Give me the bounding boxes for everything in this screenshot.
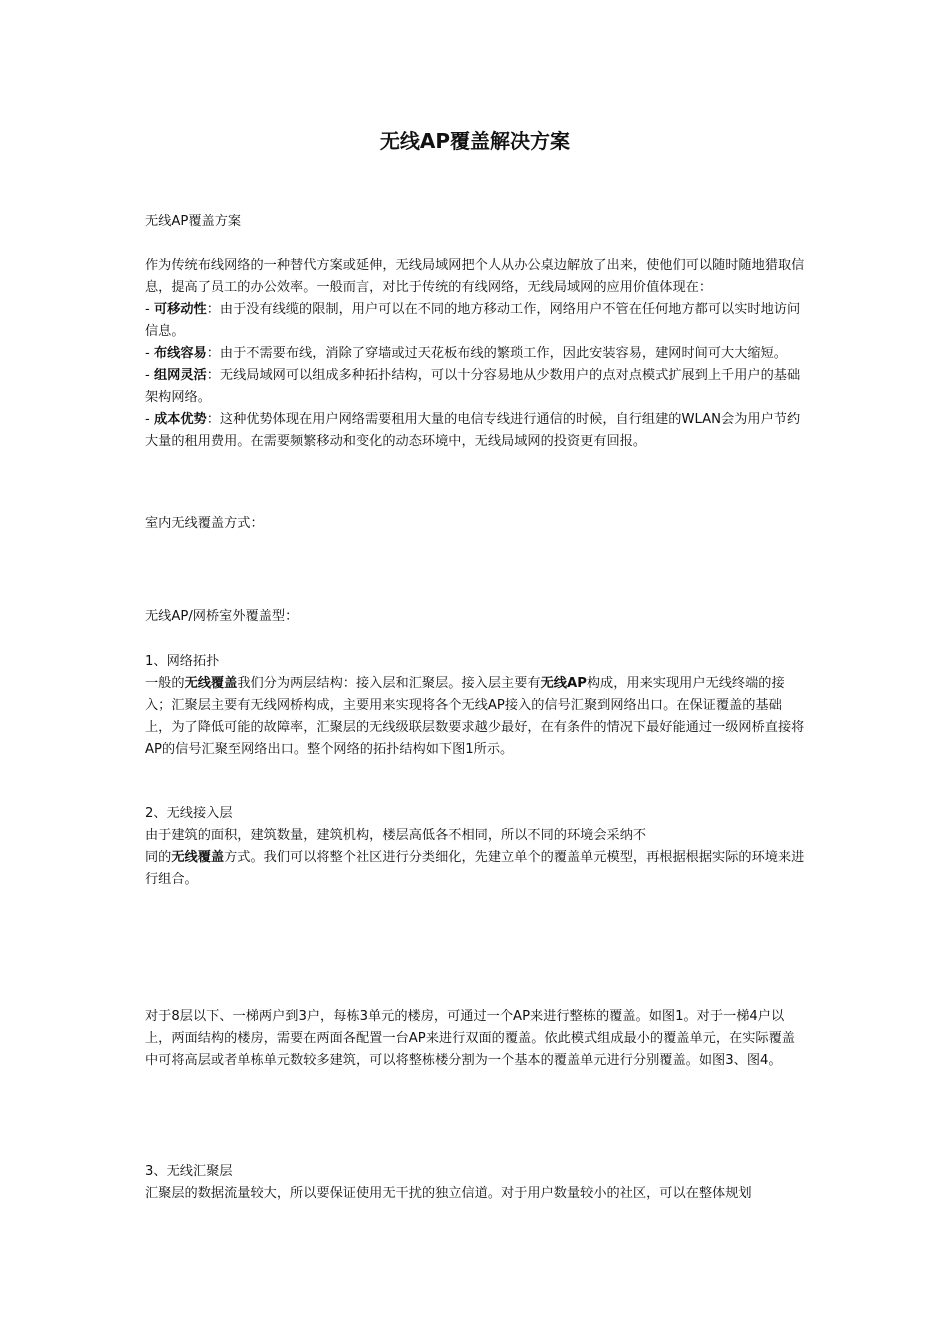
- coverage-paragraph-block: [145, 1006, 807, 1072]
- benefit-item: [145, 409, 807, 453]
- section-heading: 3、无线汇聚层: [145, 1164, 233, 1179]
- bold-run: 无线AP: [540, 676, 587, 691]
- benefit-term: 组网灵活: [153, 368, 207, 383]
- text-run: 方式。我们可以将整个社区进行分类细化，先建立单个的覆盖单元模型，再根据根据实际的环境来进行组合。: [145, 850, 805, 887]
- aggregation-paragraph: 汇聚层的数据流量较大，所以要保证使用无干扰的独立信道。对于用户数量较小的社区，可以在整体规划: [145, 1186, 752, 1201]
- section-access-layer: [145, 803, 807, 891]
- benefit-prefix: -: [145, 368, 154, 383]
- text-run: 一般的: [145, 676, 185, 691]
- text-run: 同的: [145, 850, 172, 865]
- section-topology: [145, 651, 807, 761]
- text-run: 我们分为两层结构：接入层和汇聚层。接入层主要有: [237, 676, 541, 691]
- benefit-text: ：这种优势体现在用户网络需要租用大量的电信专线进行通信的时候，自行组建的WLAN会为用户节约大量的租用费用。在需要频繁移动和变化的动态环境中，无线局域网的投资更有回报。: [145, 412, 801, 449]
- benefit-text: ：无线局域网可以组成多种拓扑结构，可以十分容易地从少数用户的点对点模式扩展到上千用户的基础架构网络。: [145, 368, 801, 405]
- benefit-term: 布线容易: [153, 346, 207, 361]
- outdoor-heading: 无线AP/网桥室外覆盖型：: [145, 609, 299, 624]
- benefit-prefix: -: [145, 412, 154, 427]
- intro-paragraph: 作为传统布线网络的一种替代方案或延伸，无线局域网把个人从办公桌边解放了出来，使他们可以随时随地猎取信息，提高了员工的办公效率。一般而言，对比于传统的有线网络，无线局域网的应用价值体现在：: [145, 258, 805, 295]
- access-line: 由于建筑的面积，建筑数量，建筑机构，楼层高低各不相同，所以不同的环境会采纳不: [145, 828, 647, 843]
- section-heading: 2、无线接入层: [145, 806, 233, 821]
- indoor-heading: 室内无线覆盖方式：: [145, 516, 264, 531]
- benefit-prefix: -: [145, 302, 154, 317]
- benefit-term: 成本优势: [153, 412, 207, 427]
- document-title: 无线AP覆盖解决方案: [379, 129, 571, 153]
- benefit-text: ：由于不需要布线，消除了穿墙或过天花板布线的繁琐工作，因此安装容易，建网时间可大大缩短。: [206, 346, 787, 361]
- coverage-paragraph: 对于8层以下、一梯两户到3户，每栋3单元的楼房，可通过一个AP来进行整栋的覆盖。如图1。对于一梯4户以上，两面结构的楼房，需要在两面各配置一台AP来进行双面的覆盖。依此模式组成最小的覆盖单元，在实际覆盖中可将高层或者单栋单元数较多建筑，可以将整栋楼分割为一个基本的覆盖单元进行分别覆盖。如图3、图4。: [145, 1009, 795, 1068]
- benefit-item: [145, 343, 807, 365]
- text-run: 构成，用来实现用户无线终端的接入；汇聚层主要有无线网桥构成，主要用来实现将各个无线AP接入的信号汇聚到网络出口。在保证覆盖的基础上，为了降低可能的故障率，汇聚层的无线级联层数要求越少最好，在有条件的情况下最好能通过一级网桥直接将AP的信号汇聚至网络出口。整个网络的拓扑结构如下图1所示。: [145, 676, 805, 757]
- benefit-item: [145, 365, 807, 409]
- intro-section: [145, 255, 807, 453]
- subtitle-text: 无线AP覆盖方案: [145, 214, 242, 229]
- access-paragraph: [145, 847, 807, 891]
- indoor-section: [145, 513, 807, 535]
- benefit-term: 可移动性: [153, 302, 207, 317]
- outdoor-section: [145, 606, 807, 628]
- benefit-text: ：由于没有线缆的限制，用户可以在不同的地方移动工作，网络用户不管在任何地方都可以实时地访问信息。: [145, 302, 801, 339]
- bold-run: 无线覆盖: [184, 676, 238, 691]
- topology-paragraph: [145, 673, 807, 761]
- subtitle: [145, 211, 807, 233]
- section-heading: 1、网络拓扑: [145, 654, 220, 669]
- benefit-item: [145, 299, 807, 343]
- bold-run: 无线覆盖: [171, 850, 225, 865]
- section-aggregation-layer: [145, 1161, 807, 1205]
- benefit-prefix: -: [145, 346, 154, 361]
